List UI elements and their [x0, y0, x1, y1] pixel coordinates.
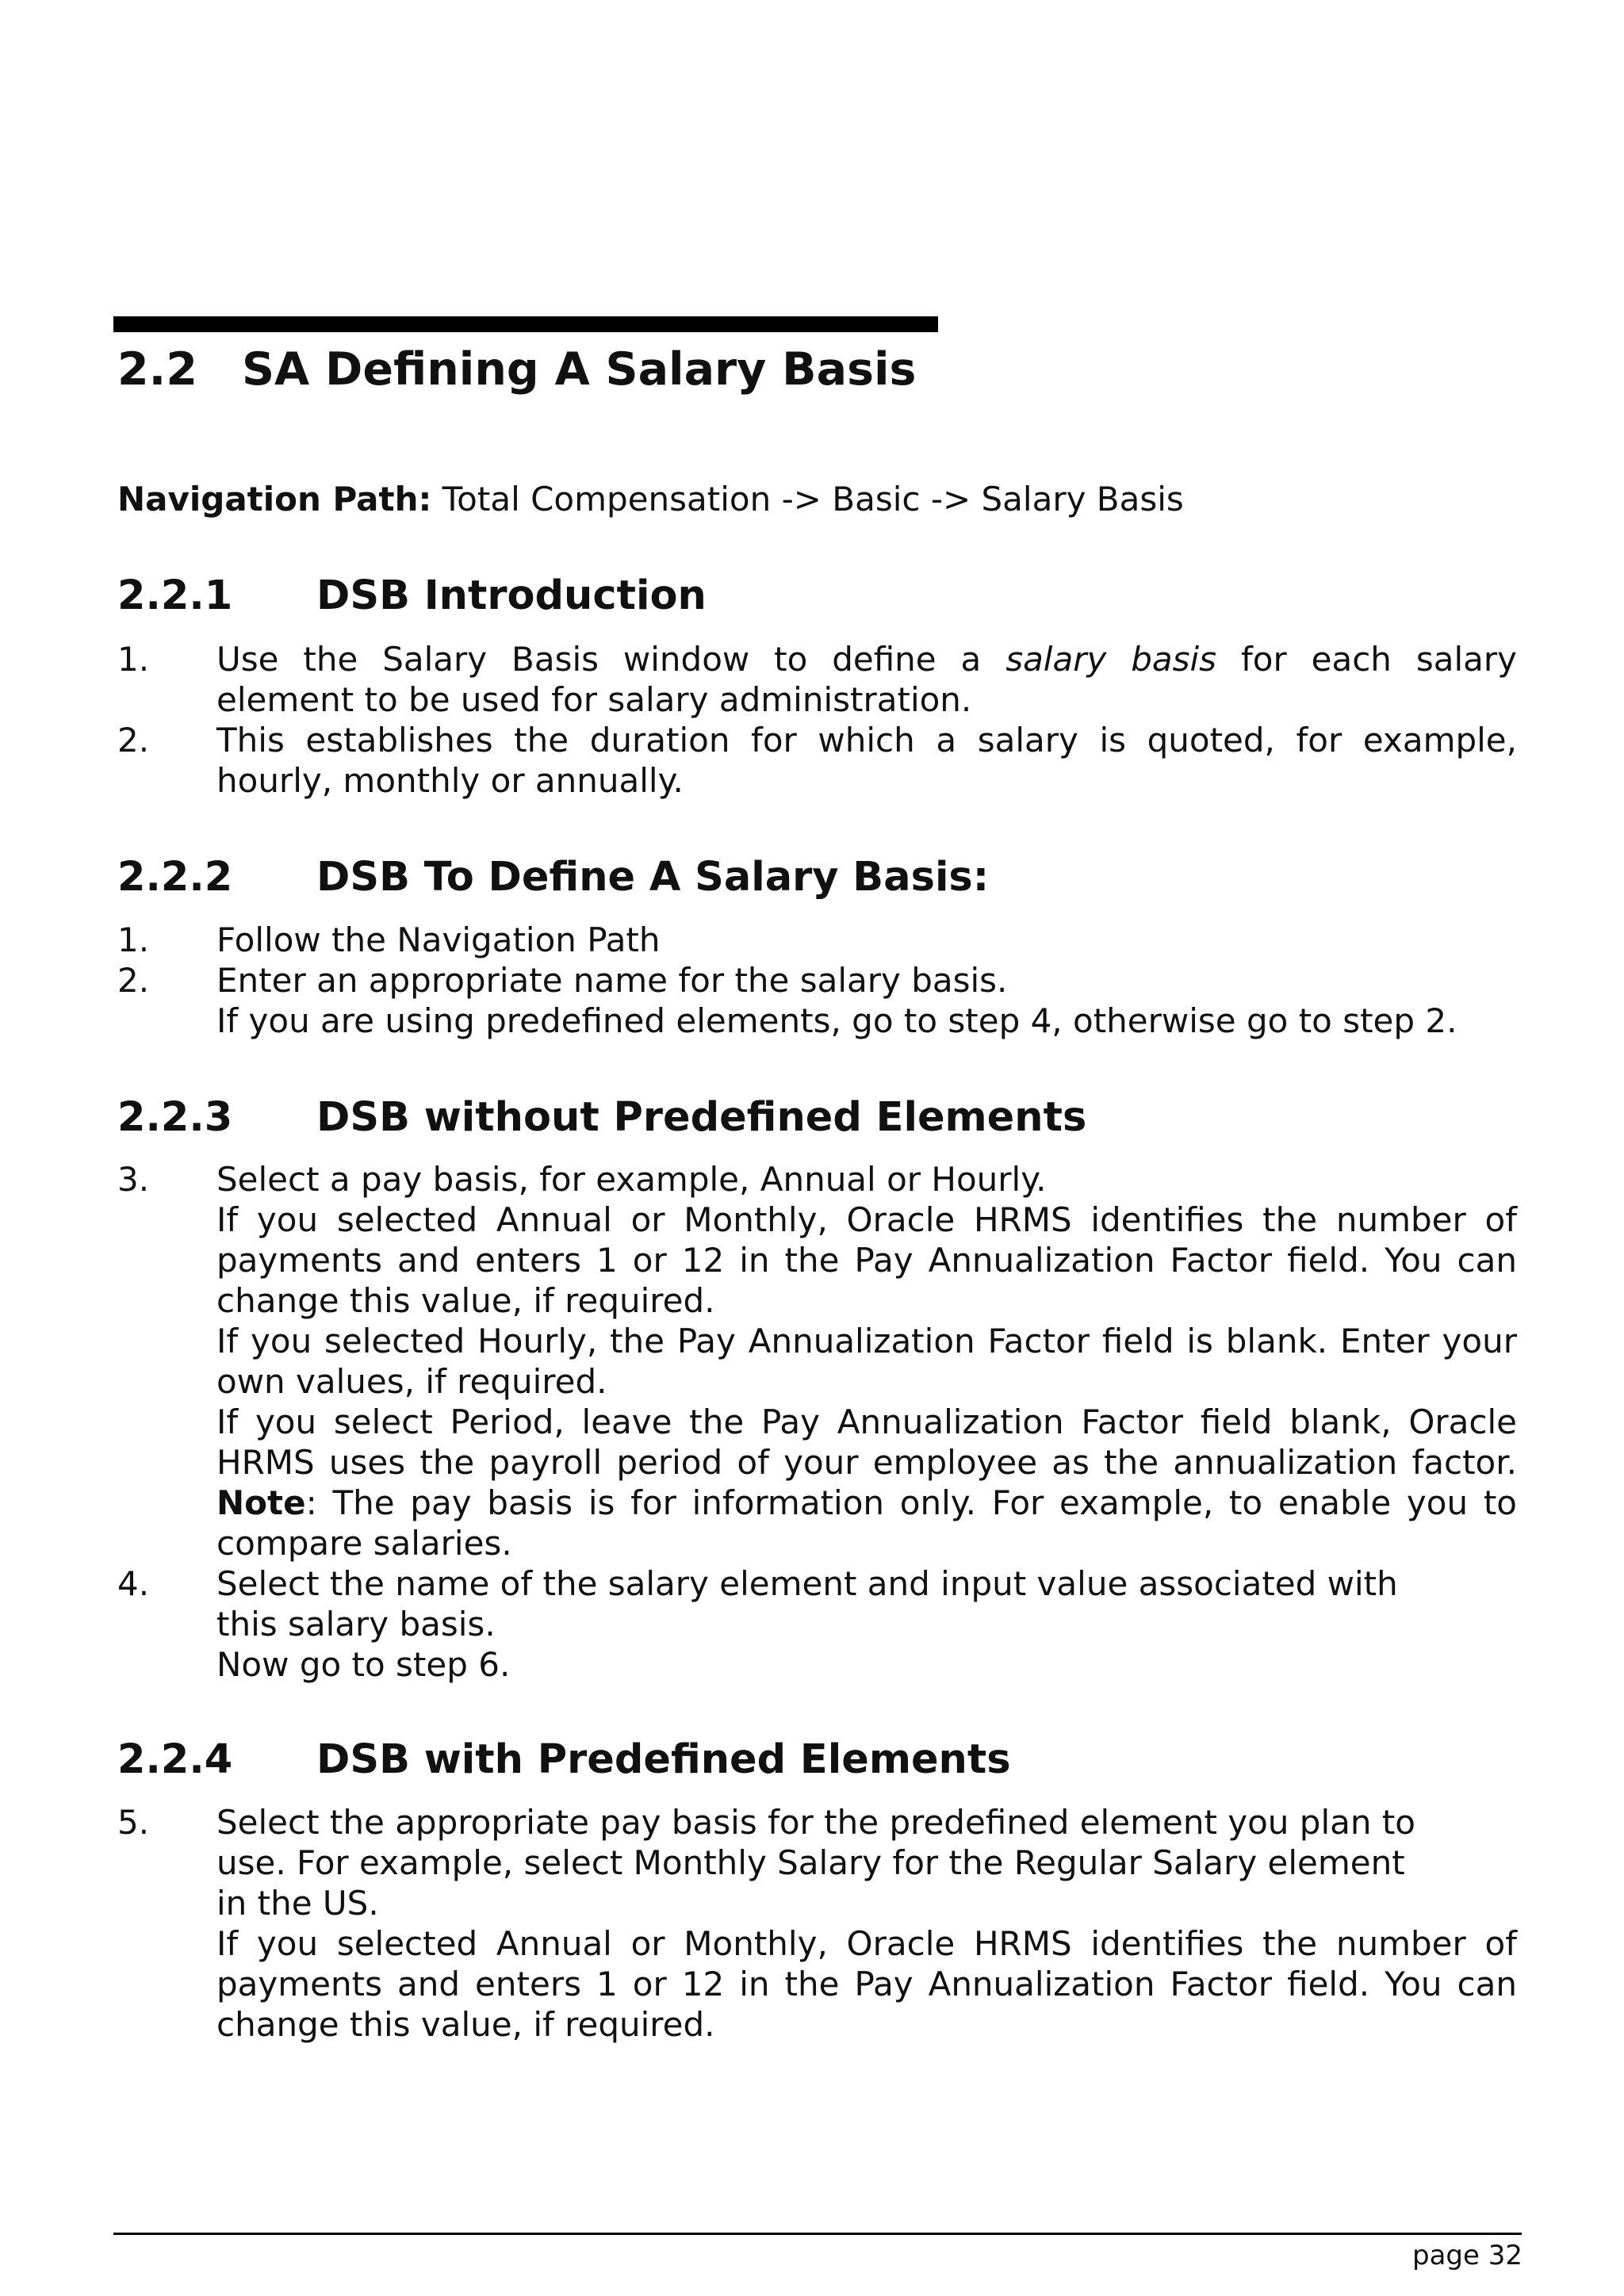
list-item-text: change this value, if required. — [216, 1281, 715, 1320]
text-segment: for each salary — [1240, 640, 1517, 679]
section-heading-with-predefined — [117, 1736, 1011, 1783]
list-item-text: use. For example, select Monthly Salary for the Regular Salary element — [216, 1843, 1405, 1882]
list-item-text: in the US. — [216, 1884, 379, 1923]
section-number: 2.2.1 — [117, 572, 233, 619]
list-number: 1. — [117, 640, 150, 679]
list-item-text: If you are using predefined elements, go to step 4, otherwise go to step 2. — [216, 1001, 1457, 1040]
section-heading-introduction — [117, 572, 707, 619]
page-title — [117, 343, 916, 396]
section-heading-define — [117, 854, 989, 901]
list-number: 2. — [117, 961, 150, 1000]
section-number: 2.2.4 — [117, 1736, 233, 1783]
section-number: 2.2.3 — [117, 1094, 233, 1141]
list-item-text: If you selected Annual or Monthly, Oracle HRMS identifies the number of — [216, 1924, 1517, 1963]
italic-term: salary basis — [1005, 640, 1217, 679]
list-item-text: Select the name of the salary element and input value associated with — [216, 1564, 1398, 1603]
list-item-text — [216, 639, 1517, 679]
list-item-text: change this value, if required. — [216, 2005, 715, 2044]
page-number: page 32 — [1412, 2240, 1522, 2271]
list-item-text: Enter an appropriate name for the salary basis. — [216, 961, 1008, 1000]
list-number: 2. — [117, 721, 150, 760]
list-item-text: If you select Period, leave the Pay Annualization Factor field blank, Oracle — [216, 1402, 1517, 1441]
list-item-text: If you selected Annual or Monthly, Oracle HRMS identifies the number of — [216, 1200, 1517, 1239]
section-title: DSB without Predefined Elements — [316, 1094, 1087, 1141]
heading-rule — [113, 316, 938, 332]
text-segment: Use the Salary Basis window to define a — [216, 640, 982, 679]
list-number: 3. — [117, 1160, 150, 1199]
navigation-path — [117, 480, 1184, 519]
list-item-text: Select the appropriate pay basis for the predefined element you plan to — [216, 1803, 1415, 1842]
list-item-text: hourly, monthly or annually. — [216, 761, 684, 800]
list-item-text: payments and enters 1 or 12 in the Pay Annualization Factor field. You can — [216, 1241, 1517, 1280]
note-paragraph — [216, 1483, 1517, 1523]
section-heading-without-predefined — [117, 1094, 1086, 1141]
list-item-text: If you selected Hourly, the Pay Annualization Factor field is blank. Enter your — [216, 1322, 1517, 1360]
list-item-text: Now go to step 6. — [216, 1645, 511, 1684]
section-title: DSB Introduction — [316, 572, 707, 619]
list-number: 5. — [117, 1803, 150, 1842]
note-text: : The pay basis is for information only. For example, to enable you to — [305, 1483, 1517, 1522]
list-item-text: own values, if required. — [216, 1362, 607, 1401]
navigation-path-text: Total Compensation -> Basic -> Salary Basis — [442, 480, 1184, 519]
list-item-text: compare salaries. — [216, 1524, 512, 1563]
section-title: DSB To Define A Salary Basis: — [316, 854, 990, 901]
footer-rule — [113, 2233, 1522, 2235]
note-label: Note — [216, 1483, 306, 1522]
list-item-text: Select a pay basis, for example, Annual or Hourly. — [216, 1160, 1047, 1199]
list-item-text: HRMS uses the payroll period of your employee as the annualization factor. — [216, 1443, 1517, 1482]
page-title-text: SA Defining A Salary Basis — [242, 343, 917, 396]
list-number: 4. — [117, 1564, 150, 1603]
list-item-text: this salary basis. — [216, 1605, 496, 1644]
list-item-text: This establishes the duration for which a salary is quoted, for example, — [216, 721, 1517, 760]
page-title-number: 2.2 — [117, 343, 197, 396]
section-number: 2.2.2 — [117, 854, 233, 901]
navigation-label: Navigation Path: — [117, 480, 432, 519]
list-item-text: payments and enters 1 or 12 in the Pay Annualization Factor field. You can — [216, 1965, 1517, 2003]
list-item-text: Follow the Navigation Path — [216, 920, 661, 959]
list-number: 1. — [117, 920, 150, 959]
section-title: DSB with Predefined Elements — [316, 1736, 1011, 1783]
list-item-text: element to be used for salary administration. — [216, 680, 972, 719]
